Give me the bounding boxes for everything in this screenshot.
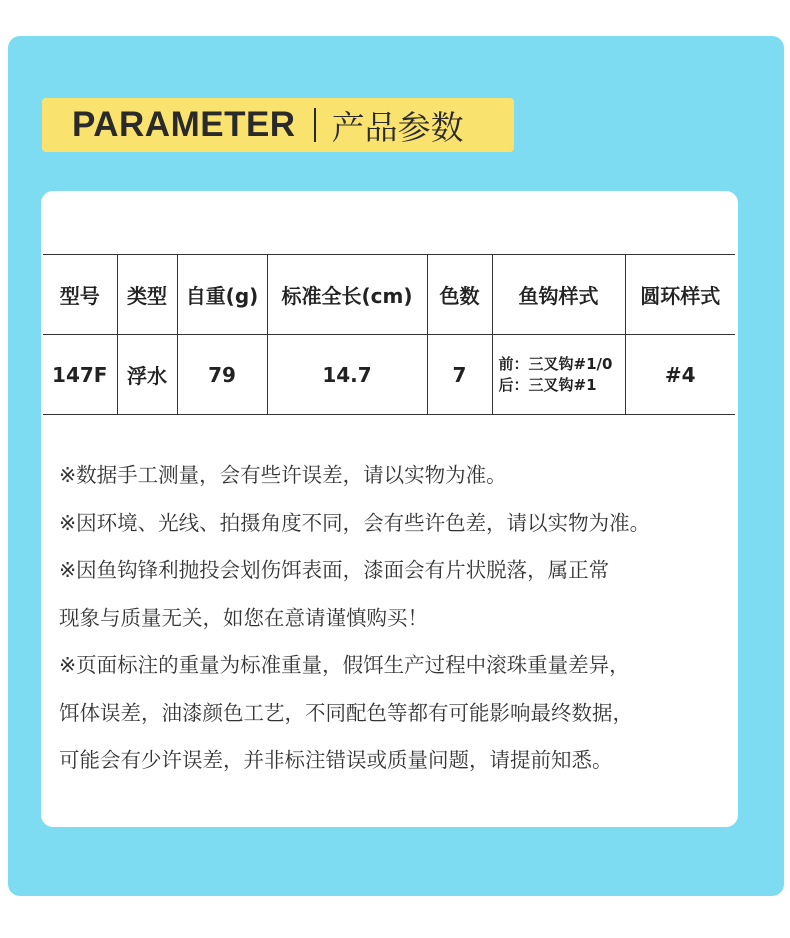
note-line: 饵体误差，油漆颜色工艺，不同配色等都有可能影响最终数据， [59, 700, 633, 725]
title-english: PARAMETER [72, 105, 296, 144]
header-ring-style: 圆环样式 [625, 255, 735, 335]
header-length: 标准全长(cm) [267, 255, 427, 335]
cell-model: 147F [43, 335, 117, 415]
title-chinese: 产品参数 [331, 107, 464, 147]
note-line: 可能会有少许误差，并非标注错误或质量问题，请提前知悉。 [59, 748, 613, 772]
hook-front: 前：三叉钩#1/0 [498, 354, 613, 373]
header-weight: 自重(g) [177, 255, 267, 335]
header-model: 型号 [43, 255, 117, 335]
cell-weight: 79 [177, 335, 267, 415]
note-line: 现象与质量无关，如您在意请谨慎购买！ [59, 605, 428, 630]
cell-type: 浮水 [117, 335, 177, 415]
note-line: ※数据手工测量，会有些许误差，请以实物为准。 [59, 463, 507, 487]
hook-rear: 后：三叉钩#1 [498, 375, 597, 394]
notes-block [59, 452, 735, 785]
header-hook-style: 鱼钩样式 [492, 255, 625, 335]
note-line: ※因环境、光线、拍摄角度不同，会有些许色差，请以实物为准。 [59, 510, 651, 535]
cell-ring-style: #4 [625, 335, 735, 415]
note-line: ※页面标注的重量为标准重量，假饵生产过程中滚珠重量差异， [59, 653, 630, 677]
table-header-row [43, 255, 735, 335]
table-row [43, 335, 735, 415]
header-type: 类型 [117, 255, 177, 335]
parameter-table [43, 254, 735, 415]
section-title-tag [42, 98, 514, 152]
title-divider [314, 108, 316, 142]
cell-hook-style [492, 335, 625, 415]
cell-colors: 7 [427, 335, 492, 415]
cell-length: 14.7 [267, 335, 427, 415]
note-line: ※因鱼钩锋利抛投会划伤饵表面，漆面会有片状脱落，属正常 [59, 558, 610, 582]
header-colors: 色数 [427, 255, 492, 335]
